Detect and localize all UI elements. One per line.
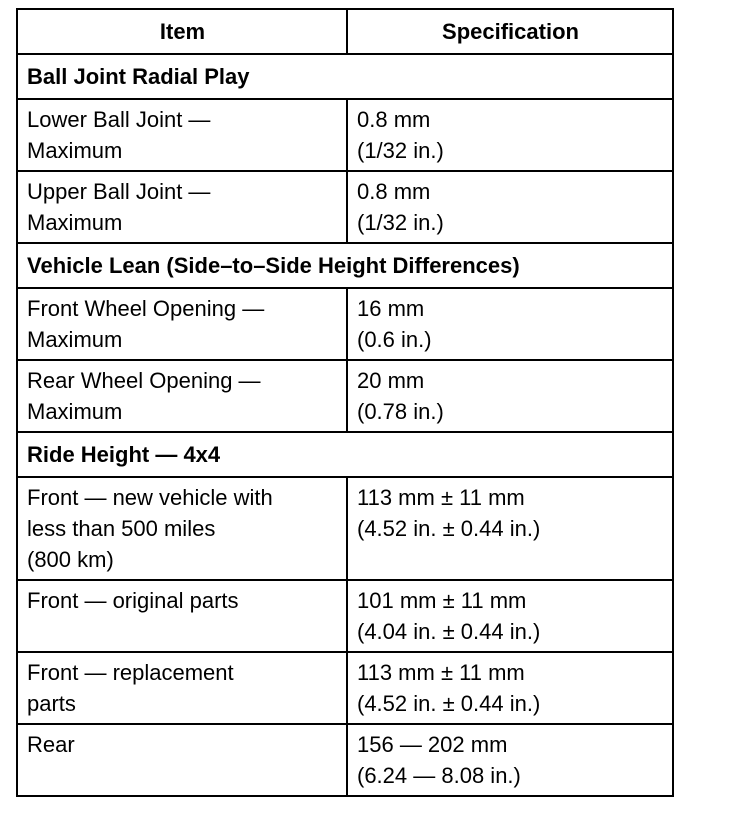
spec-line: (4.52 in. ± 0.44 in.) — [357, 691, 541, 716]
spec-line: 0.8 mm — [357, 179, 431, 204]
item-cell — [17, 580, 347, 652]
table-row — [17, 477, 673, 580]
spec-line: (0.78 in.) — [357, 399, 444, 424]
spec-line: 101 mm ± 11 mm — [357, 588, 527, 613]
spec-line: 20 mm — [357, 368, 425, 393]
item-line: parts — [27, 691, 76, 716]
spec-line: 113 mm ± 11 mm — [357, 660, 525, 685]
spec-line: 156 — 202 mm — [357, 732, 508, 757]
item-cell — [17, 171, 347, 243]
item-line: Front — replacement — [27, 660, 234, 685]
item-line: less than 500 miles — [27, 516, 216, 541]
section-row — [17, 243, 673, 288]
spec-line: 0.8 mm — [357, 107, 431, 132]
section-title: Vehicle Lean (Side–to–Side Height Differences) — [17, 243, 673, 288]
section-title: Ride Height — 4x4 — [17, 432, 673, 477]
item-cell — [17, 477, 347, 580]
spec-cell — [347, 99, 673, 171]
spec-cell — [347, 724, 673, 796]
item-cell — [17, 652, 347, 724]
item-line: Rear — [27, 732, 75, 757]
table-row — [17, 360, 673, 432]
item-line: Maximum — [27, 138, 123, 163]
specification-table — [16, 8, 674, 797]
spec-line: 16 mm — [357, 296, 425, 321]
spec-cell — [347, 360, 673, 432]
spec-line: (6.24 — 8.08 in.) — [357, 763, 521, 788]
item-line: (800 km) — [27, 547, 114, 572]
table-row — [17, 652, 673, 724]
section-row — [17, 54, 673, 99]
table-header-row — [17, 9, 673, 54]
header-item: Item — [17, 9, 347, 54]
spec-cell — [347, 580, 673, 652]
table-row — [17, 99, 673, 171]
spec-line: 113 mm ± 11 mm — [357, 485, 525, 510]
item-line: Front — new vehicle with — [27, 485, 273, 510]
item-cell — [17, 724, 347, 796]
spec-cell — [347, 171, 673, 243]
item-line: Maximum — [27, 327, 123, 352]
item-line: Maximum — [27, 399, 123, 424]
item-cell — [17, 288, 347, 360]
table-row — [17, 580, 673, 652]
table-row — [17, 171, 673, 243]
spec-line: (1/32 in.) — [357, 138, 444, 163]
table-row — [17, 724, 673, 796]
item-line: Front Wheel Opening — — [27, 296, 265, 321]
item-line: Maximum — [27, 210, 123, 235]
item-line: Rear Wheel Opening — — [27, 368, 261, 393]
item-cell — [17, 99, 347, 171]
spec-cell — [347, 652, 673, 724]
item-cell — [17, 360, 347, 432]
spec-line: (1/32 in.) — [357, 210, 444, 235]
spec-cell — [347, 288, 673, 360]
item-line: Front — original parts — [27, 588, 239, 613]
item-line: Lower Ball Joint — — [27, 107, 211, 132]
table-row — [17, 288, 673, 360]
spec-line: (4.04 in. ± 0.44 in.) — [357, 619, 541, 644]
spec-line: (0.6 in.) — [357, 327, 432, 352]
spec-cell — [347, 477, 673, 580]
section-row — [17, 432, 673, 477]
spec-line: (4.52 in. ± 0.44 in.) — [357, 516, 541, 541]
section-title: Ball Joint Radial Play — [17, 54, 673, 99]
header-specification: Specification — [347, 9, 673, 54]
item-line: Upper Ball Joint — — [27, 179, 211, 204]
